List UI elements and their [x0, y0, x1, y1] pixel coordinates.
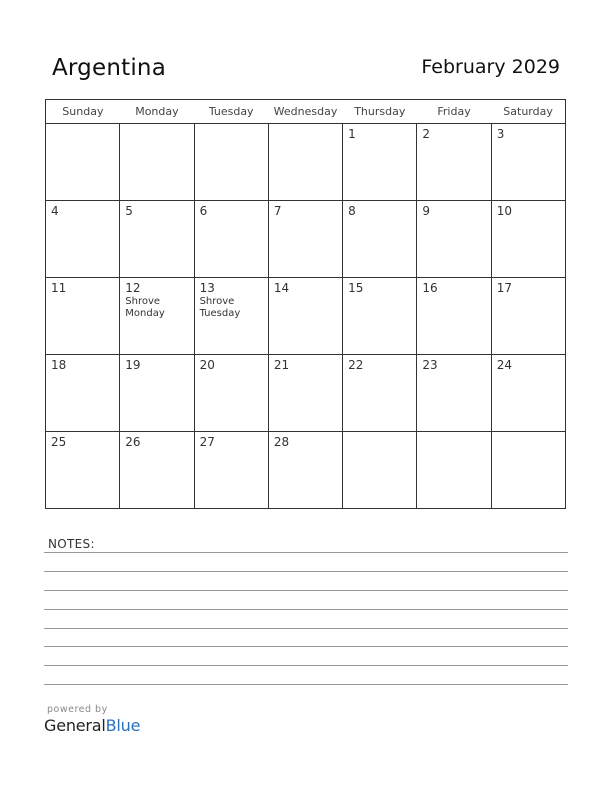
- day-number: 20: [199, 358, 215, 372]
- day-number: 13: [199, 281, 215, 295]
- day-cell: [268, 124, 342, 201]
- day-cell: [194, 355, 268, 432]
- weekday-header: Saturday: [491, 100, 565, 124]
- day-number: 11: [51, 281, 67, 295]
- day-cell: [343, 278, 417, 355]
- day-cell: [120, 278, 194, 355]
- day-number: 15: [348, 281, 364, 295]
- brand-general: General: [44, 716, 106, 735]
- day-cell: [120, 355, 194, 432]
- note-line: [44, 552, 568, 553]
- week-row: [46, 432, 566, 509]
- powered-by-text: powered by: [47, 704, 108, 715]
- day-cell: [268, 278, 342, 355]
- day-number: 18: [51, 358, 67, 372]
- day-number: 26: [125, 435, 141, 449]
- day-cell: [120, 124, 194, 201]
- day-cell: [120, 201, 194, 278]
- day-cell: [46, 124, 120, 201]
- day-cell: [46, 432, 120, 509]
- holiday-label: Shrove Tuesday: [199, 296, 241, 319]
- weekday-header: Wednesday: [268, 100, 342, 124]
- day-cell: [268, 355, 342, 432]
- day-number: 21: [273, 358, 290, 372]
- day-number: 14: [273, 281, 290, 295]
- day-number: 1: [348, 127, 356, 141]
- day-cell: [491, 355, 565, 432]
- day-cell: [343, 432, 417, 509]
- calendar-grid: [45, 99, 566, 509]
- week-row: [46, 201, 566, 278]
- day-cell: [46, 201, 120, 278]
- day-cell: [417, 355, 491, 432]
- day-number: 3: [496, 127, 505, 141]
- day-number: 7: [273, 204, 282, 218]
- day-number: 17: [496, 281, 512, 295]
- day-number: 23: [422, 358, 438, 372]
- note-line: [44, 665, 568, 666]
- week-row: [46, 278, 566, 355]
- day-cell: [120, 432, 194, 509]
- note-line: [44, 609, 568, 610]
- day-cell: [268, 432, 342, 509]
- day-cell: [417, 124, 491, 201]
- weekday-header: Sunday: [46, 100, 120, 124]
- country-title: Argentina: [52, 55, 166, 81]
- note-line: [44, 646, 568, 647]
- day-number: 6: [199, 204, 208, 218]
- day-number: 8: [348, 204, 356, 218]
- day-number: 16: [422, 281, 438, 295]
- note-line: [44, 628, 568, 629]
- day-cell: [417, 432, 491, 509]
- day-number: 5: [125, 204, 133, 218]
- brand-blue: Blue: [105, 716, 141, 735]
- weekday-header: Friday: [417, 100, 491, 124]
- day-cell: [417, 278, 491, 355]
- day-cell: [194, 124, 268, 201]
- weekday-header: Thursday: [343, 100, 417, 124]
- weekday-header: Monday: [120, 100, 194, 124]
- note-line: [44, 590, 568, 591]
- day-number: 2: [422, 127, 431, 141]
- day-number: 27: [199, 435, 215, 449]
- day-cell: [343, 124, 417, 201]
- note-line: [44, 571, 568, 572]
- day-number: 25: [51, 435, 67, 449]
- week-row: [46, 124, 566, 201]
- day-cell: [46, 355, 120, 432]
- day-cell: [343, 355, 417, 432]
- day-cell: [491, 124, 565, 201]
- day-cell: [491, 201, 565, 278]
- day-cell: [194, 278, 268, 355]
- weekday-header: Tuesday: [194, 100, 268, 124]
- day-cell: [268, 201, 342, 278]
- day-cell: [46, 278, 120, 355]
- day-number: 28: [273, 435, 290, 449]
- day-cell: [194, 432, 268, 509]
- day-cell: [194, 201, 268, 278]
- day-number: 10: [496, 204, 512, 218]
- day-cell: [491, 432, 565, 509]
- day-cell: [343, 201, 417, 278]
- weekday-header-row: [46, 100, 566, 124]
- day-cell: [491, 278, 565, 355]
- notes-label: NOTES:: [48, 537, 95, 551]
- note-line: [44, 684, 568, 685]
- holiday-label: Shrove Monday: [125, 296, 165, 319]
- day-number: 9: [422, 204, 431, 218]
- brand-logo[interactable]: [44, 716, 140, 735]
- day-cell: [417, 201, 491, 278]
- day-number: 22: [348, 358, 364, 372]
- day-number: 24: [496, 358, 512, 372]
- day-number: 12: [125, 281, 141, 295]
- week-row: [46, 355, 566, 432]
- day-number: 19: [125, 358, 141, 372]
- day-number: 4: [51, 204, 59, 218]
- month-year-title: February 2029: [421, 56, 560, 78]
